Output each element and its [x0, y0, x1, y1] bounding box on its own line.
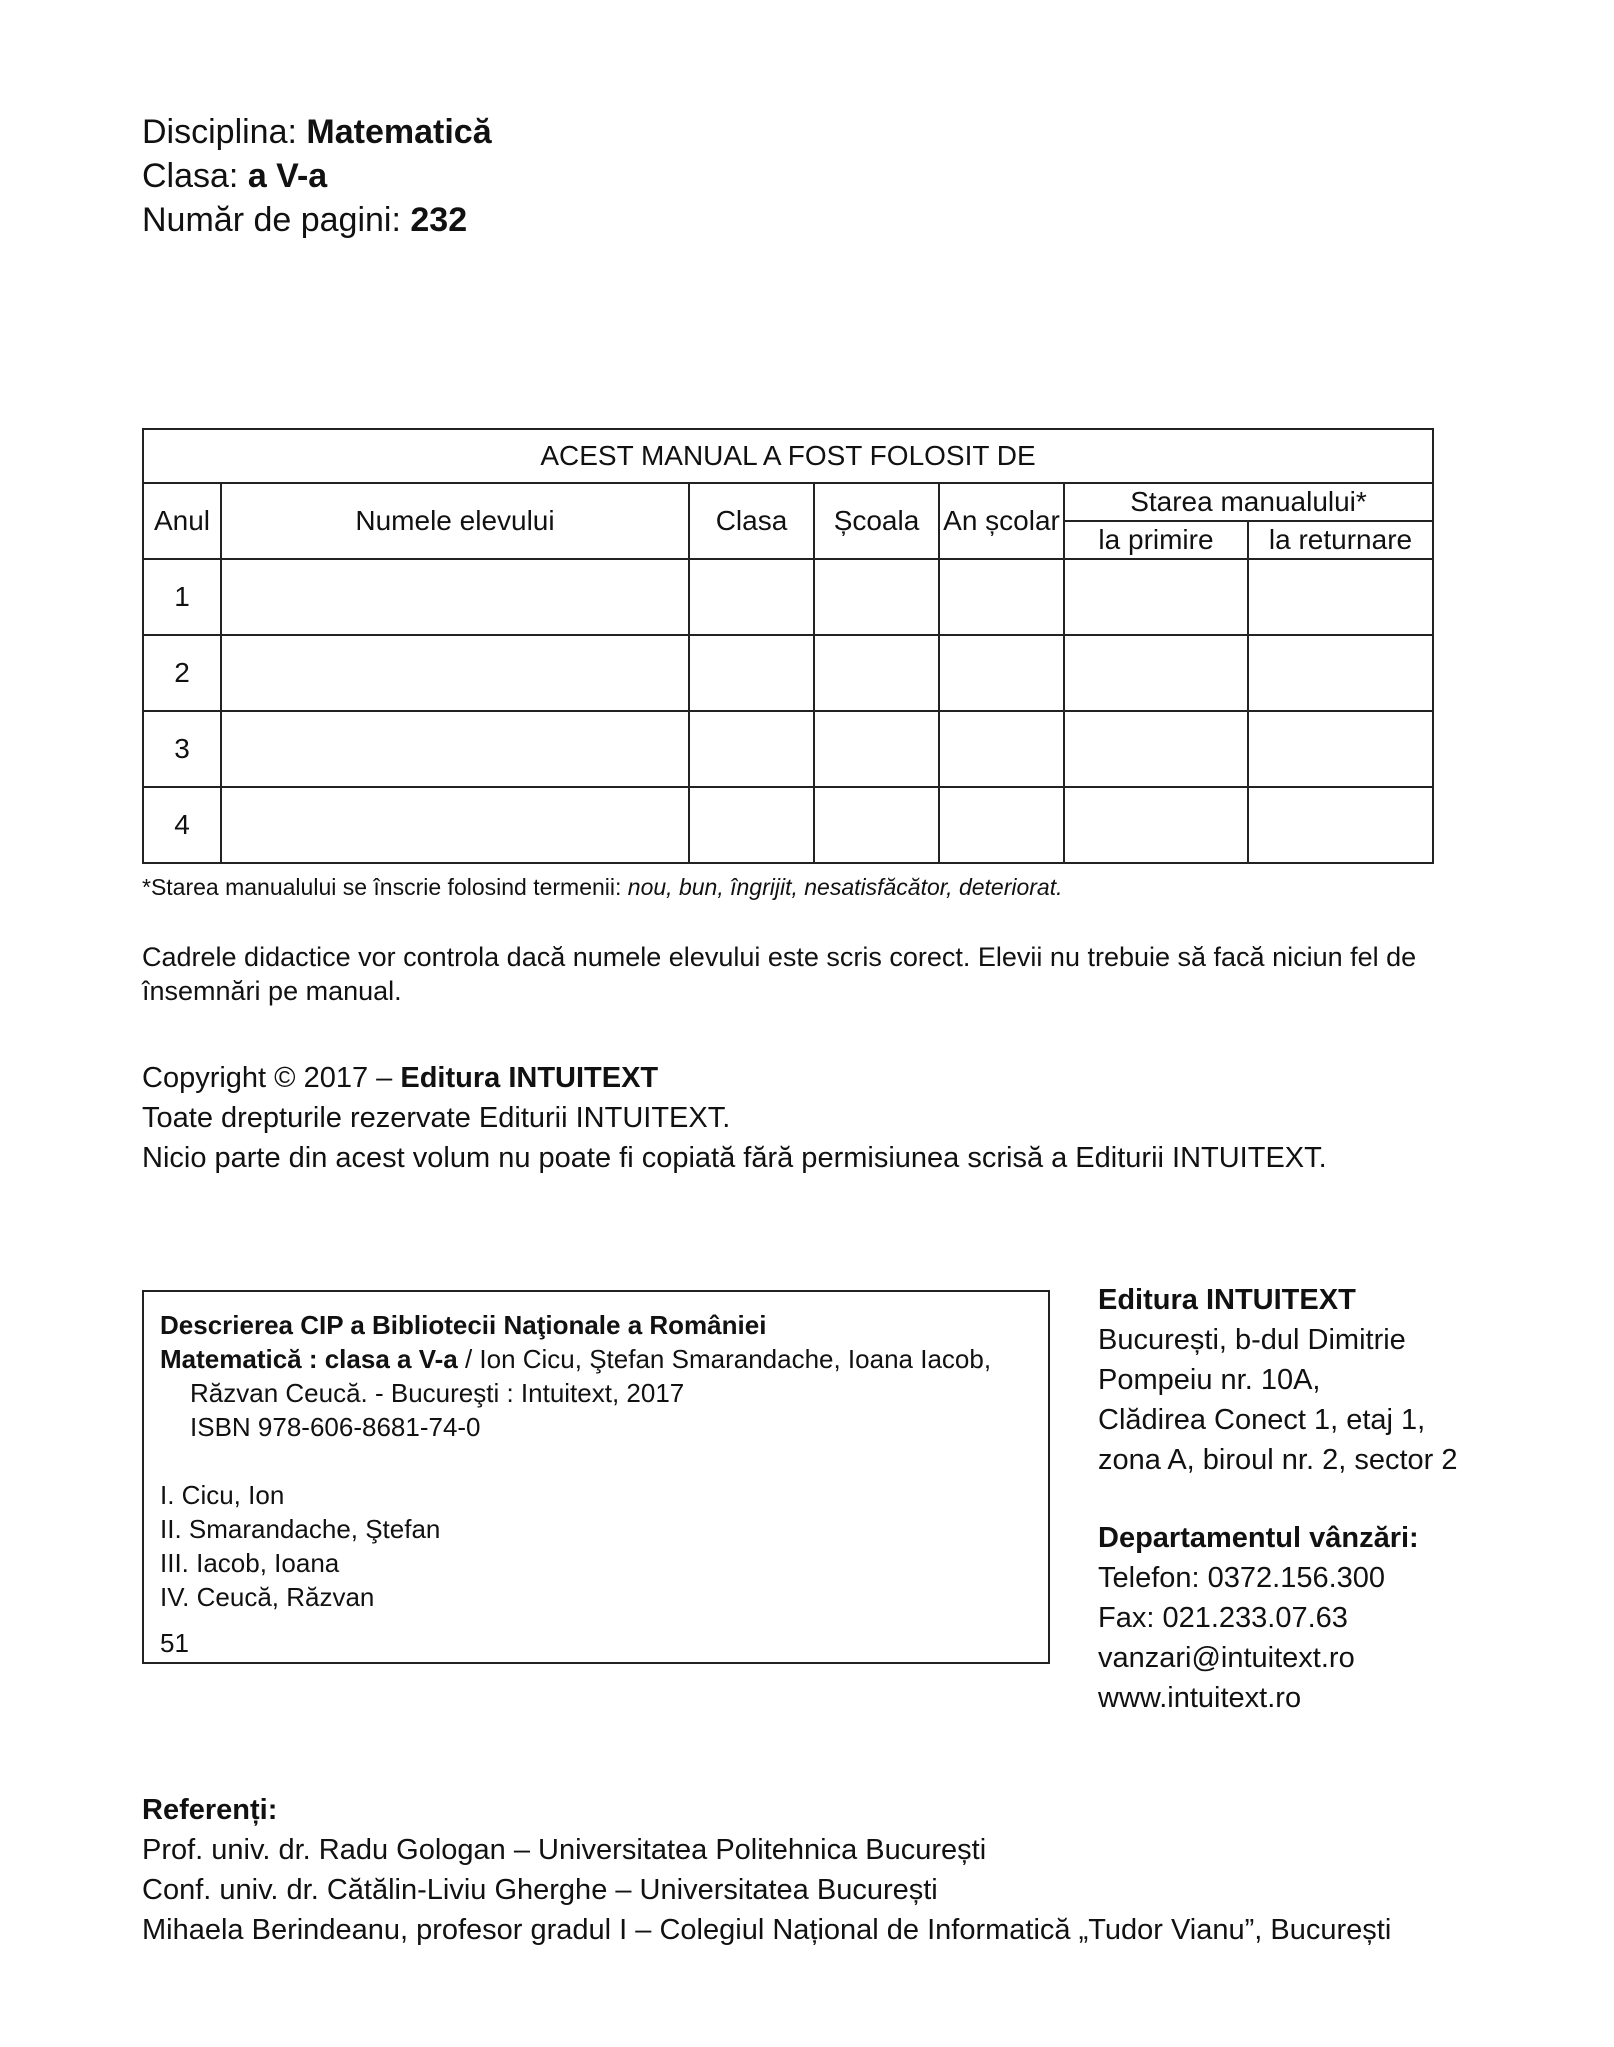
row-number: 1 — [143, 559, 221, 635]
table-cell — [814, 711, 939, 787]
table-cell — [1248, 787, 1433, 863]
cip-title: Descrierea CIP a Bibliotecii Naţionale a României — [160, 1310, 767, 1340]
cip-imprint: Răzvan Ceucă. - Bucureşti : Intuitext, 2017 — [190, 1378, 685, 1408]
copyright-prefix: Copyright © 2017 – — [142, 1062, 401, 1094]
col-header-scoala: Școala — [814, 483, 939, 559]
clasa-line — [142, 154, 492, 198]
disciplina-label: Disciplina: — [142, 113, 297, 151]
website-link[interactable]: www.intuitext.ro — [1098, 1682, 1302, 1714]
usage-table — [142, 428, 1434, 864]
col-header-la-primire: la primire — [1064, 521, 1248, 559]
table-cell — [1064, 787, 1248, 863]
cip-author-entry: III. Iacob, Ioana — [160, 1548, 340, 1578]
footnote-terms: nou, bun, îngrijit, nesatisfăcător, deteriorat. — [627, 874, 1063, 900]
copyright-block — [142, 1058, 1327, 1178]
table-cell — [939, 559, 1064, 635]
publisher-info — [1098, 1280, 1457, 1718]
table-cell — [939, 787, 1064, 863]
row-number: 3 — [143, 711, 221, 787]
row-number: 4 — [143, 787, 221, 863]
col-header-clasa: Clasa — [689, 483, 814, 559]
col-header-starea: Starea manualului* — [1064, 483, 1433, 521]
clasa-label: Clasa: — [142, 157, 239, 195]
col-header-nume: Numele elevului — [221, 483, 689, 559]
pagini-label: Număr de pagini: — [142, 201, 401, 239]
table-cell — [814, 787, 939, 863]
referent-item: Mihaela Berindeanu, profesor gradul I – Colegiul Național de Informatică „Tudor Vianu”, București — [142, 1914, 1392, 1946]
table-cell — [1248, 711, 1433, 787]
table-cell — [939, 711, 1064, 787]
footnote-prefix: *Starea manualului se înscrie folosind termenii: — [142, 874, 628, 900]
col-header-la-returnare: la returnare — [1248, 521, 1433, 559]
referents — [142, 1790, 1391, 1950]
address-line: Clădirea Conect 1, etaj 1, — [1098, 1404, 1426, 1436]
copyright-line — [142, 1058, 1327, 1098]
table-cell — [221, 787, 689, 863]
fax: Fax: 021.233.07.63 — [1098, 1602, 1348, 1634]
table-cell — [939, 635, 1064, 711]
referent-item: Prof. univ. dr. Radu Gologan – Universitatea Politehnica București — [142, 1834, 987, 1866]
table-cell — [689, 711, 814, 787]
email-link[interactable]: vanzari@intuitext.ro — [1098, 1642, 1355, 1674]
cip-author-entry: II. Smarandache, Ştefan — [160, 1514, 441, 1544]
cip-classification: 51 — [160, 1628, 189, 1658]
disciplina-line — [142, 110, 492, 154]
pagini-line — [142, 198, 492, 242]
table-cell — [814, 635, 939, 711]
copy-restriction: Nicio parte din acest volum nu poate fi copiată fără permisiunea scrisă a Editurii INTUITEXT. — [142, 1142, 1327, 1174]
col-header-anul: Anul — [143, 483, 221, 559]
table-cell — [221, 711, 689, 787]
table-cell — [1064, 635, 1248, 711]
table-cell — [221, 635, 689, 711]
table-cell — [1248, 635, 1433, 711]
table-cell — [1248, 559, 1433, 635]
table-cell — [814, 559, 939, 635]
row-number: 2 — [143, 635, 221, 711]
copyright-publisher: Editura INTUITEXT — [400, 1062, 659, 1094]
clasa-value: a V-a — [247, 157, 328, 195]
table-row — [143, 711, 1433, 787]
usage-table-title: ACEST MANUAL A FOST FOLOSIT DE — [143, 429, 1433, 483]
col-header-an-scolar: An școlar — [939, 483, 1064, 559]
address-line: București, b-dul Dimitrie — [1098, 1324, 1406, 1356]
publisher-name: Editura INTUITEXT — [1098, 1284, 1356, 1316]
teacher-notice: Cadrele didactice vor controla dacă numele elevului este scris corect. Elevii nu trebuie să facă niciun fel de însemnări pe manual. — [142, 942, 1417, 1006]
table-row — [143, 635, 1433, 711]
cip-author-entry: I. Cicu, Ion — [160, 1480, 285, 1510]
referents-title: Referenți: — [142, 1794, 278, 1826]
address-line: Pompeiu nr. 10A, — [1098, 1364, 1321, 1396]
table-row — [143, 787, 1433, 863]
cip-isbn: ISBN 978-606-8681-74-0 — [190, 1412, 481, 1442]
sales-title: Departamentul vânzări: — [1098, 1522, 1419, 1554]
table-cell — [689, 787, 814, 863]
cip-authors-inline: / Ion Cicu, Ştefan Smarandache, Ioana Iacob, — [457, 1344, 992, 1374]
disciplina-value: Matematică — [306, 113, 492, 151]
cip-book-line — [160, 1342, 1048, 1376]
rights-reserved: Toate drepturile rezervate Editurii INTUITEXT. — [142, 1102, 731, 1134]
table-cell — [221, 559, 689, 635]
table-row — [143, 559, 1433, 635]
address-line: zona A, biroul nr. 2, sector 2 — [1098, 1444, 1458, 1476]
table-footnote — [142, 874, 1063, 901]
table-cell — [689, 559, 814, 635]
pagini-value: 232 — [410, 201, 468, 239]
book-meta — [142, 110, 492, 242]
table-cell — [1064, 711, 1248, 787]
cip-box — [142, 1290, 1050, 1664]
table-cell — [1064, 559, 1248, 635]
cip-book-title: Matematică : clasa a V-a — [160, 1344, 458, 1374]
cip-author-entry: IV. Ceucă, Răzvan — [160, 1582, 375, 1612]
phone: Telefon: 0372.156.300 — [1098, 1562, 1386, 1594]
referent-item: Conf. univ. dr. Cătălin-Liviu Gherghe – Universitatea București — [142, 1874, 938, 1906]
table-cell — [689, 635, 814, 711]
